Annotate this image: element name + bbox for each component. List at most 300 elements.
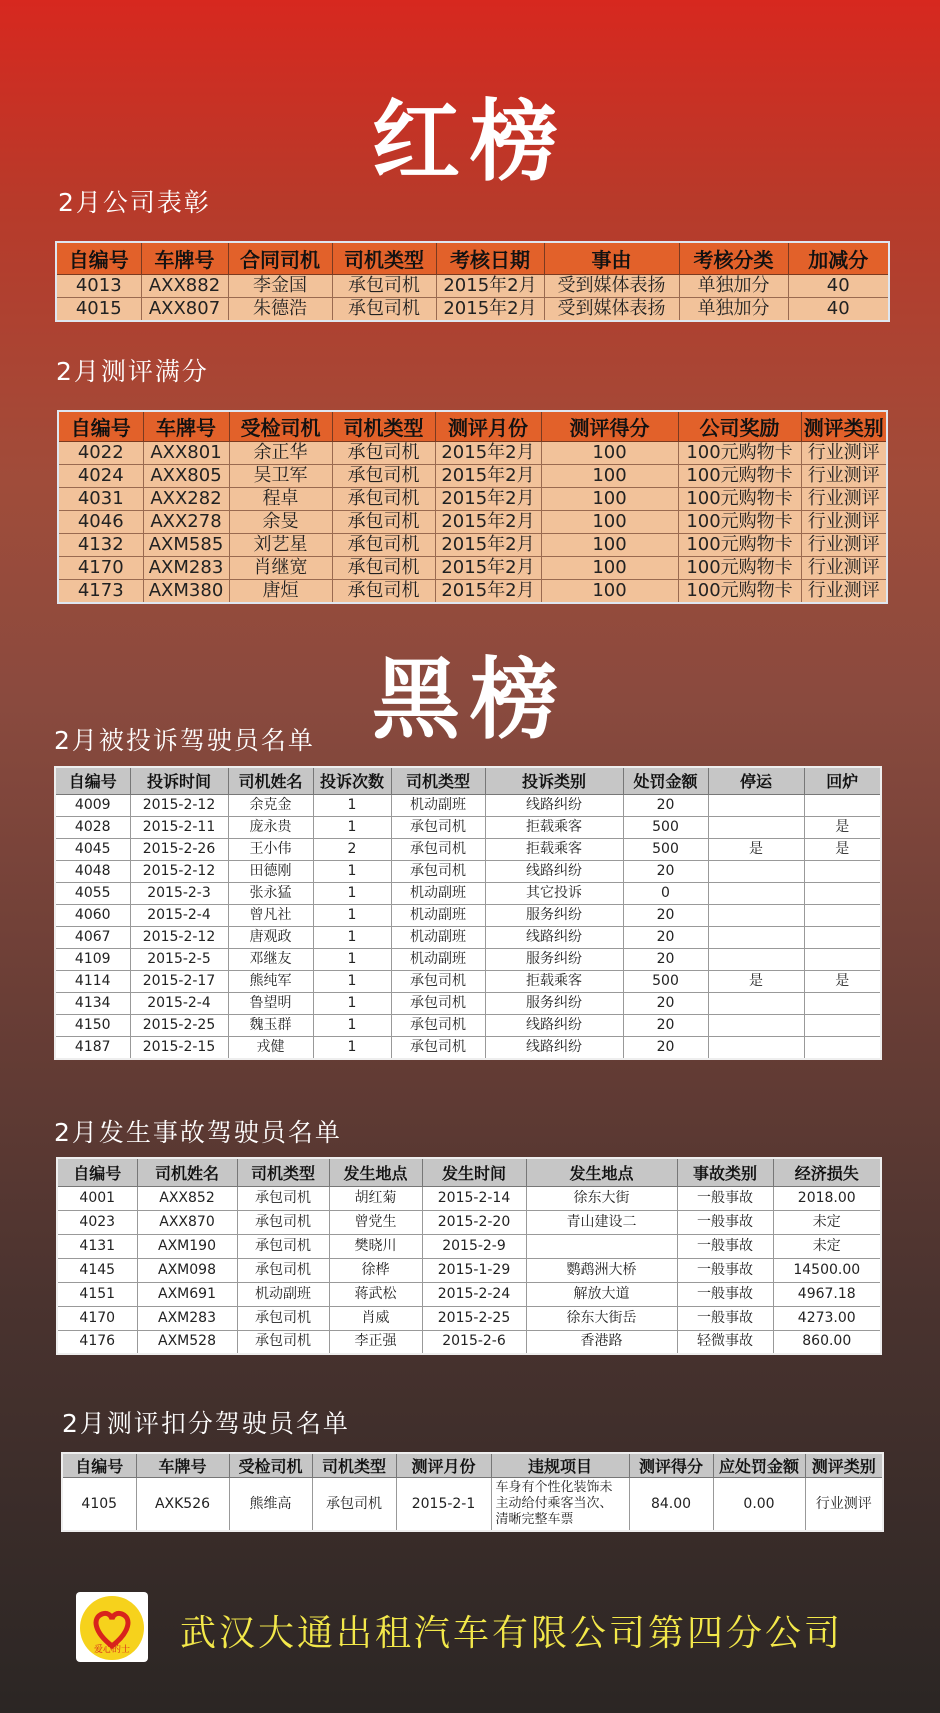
table-cell: 香港路 xyxy=(526,1330,677,1354)
table-cell: 4060 xyxy=(55,904,130,926)
table-row xyxy=(57,1306,881,1330)
column-header: 测评得分 xyxy=(629,1453,713,1478)
table-cell: 李金国 xyxy=(228,274,332,297)
column-header: 车牌号 xyxy=(143,411,229,442)
table-cell: 是 xyxy=(708,838,804,860)
table-cell: 100元购物卡 xyxy=(678,488,801,511)
table-cell: 40 xyxy=(788,297,889,321)
table-cell: 张永猛 xyxy=(228,882,313,904)
table-cell: 2015-2-5 xyxy=(130,948,228,970)
table-cell xyxy=(708,904,804,926)
column-header: 司机类型 xyxy=(332,411,435,442)
table-row xyxy=(57,1234,881,1258)
table-cell: 戎健 xyxy=(228,1036,313,1059)
table-cell: 1 xyxy=(313,794,391,816)
table-header-row xyxy=(56,242,889,274)
table-row xyxy=(58,580,887,604)
table-cell: 2015年2月 xyxy=(435,534,541,557)
table-cell: 机动副班 xyxy=(391,794,485,816)
table-cell: 500 xyxy=(623,970,708,992)
full-score-table xyxy=(57,410,888,604)
table-cell: 4114 xyxy=(55,970,130,992)
table-cell: 4022 xyxy=(58,442,143,465)
table-cell: 车身有个性化装饰未主动给付乘客当次、清晰完整车票 xyxy=(491,1478,629,1532)
table-cell: 庞永贵 xyxy=(228,816,313,838)
table-cell: 2015-2-20 xyxy=(422,1210,526,1234)
table-cell xyxy=(804,794,881,816)
table-cell: 承包司机 xyxy=(312,1478,396,1532)
table-cell: 程卓 xyxy=(229,488,332,511)
table-cell: AXM283 xyxy=(137,1306,237,1330)
table-cell: 2015-2-15 xyxy=(130,1036,228,1059)
table-cell: 余克金 xyxy=(228,794,313,816)
table-cell: 100 xyxy=(541,442,678,465)
column-header: 回炉 xyxy=(804,767,881,794)
table-cell xyxy=(708,816,804,838)
table-cell: 20 xyxy=(623,1014,708,1036)
table-cell: 朱德浩 xyxy=(228,297,332,321)
table-cell: 4170 xyxy=(58,557,143,580)
table-cell xyxy=(708,860,804,882)
table-cell: 100 xyxy=(541,557,678,580)
table-cell: 4134 xyxy=(55,992,130,1014)
table-cell: 20 xyxy=(623,904,708,926)
table-cell: 100 xyxy=(541,511,678,534)
table-cell: 4023 xyxy=(57,1210,137,1234)
table-cell: 2015-2-9 xyxy=(422,1234,526,1258)
table-cell: 4150 xyxy=(55,1014,130,1036)
table-cell: 4048 xyxy=(55,860,130,882)
table-cell: 鹦鹉洲大桥 xyxy=(526,1258,677,1282)
table-cell: 100元购物卡 xyxy=(678,511,801,534)
table-cell: 40 xyxy=(788,274,889,297)
table-cell: 4273.00 xyxy=(773,1306,881,1330)
table-cell: 20 xyxy=(623,926,708,948)
table-cell: 是 xyxy=(804,816,881,838)
column-header: 受检司机 xyxy=(229,1453,312,1478)
table-header-row xyxy=(57,1158,881,1186)
table-cell: 青山建设二 xyxy=(526,1210,677,1234)
table-cell: 一般事故 xyxy=(677,1186,773,1210)
table-cell xyxy=(804,1014,881,1036)
column-header: 考核分类 xyxy=(679,242,788,274)
column-header: 测评月份 xyxy=(435,411,541,442)
deductions-table xyxy=(61,1452,884,1532)
table-cell: 承包司机 xyxy=(237,1330,329,1354)
table-cell: 轻微事故 xyxy=(677,1330,773,1354)
table-cell: 徐东大街 xyxy=(526,1186,677,1210)
table-cell: 承包司机 xyxy=(237,1210,329,1234)
table-cell: 2015-2-25 xyxy=(422,1306,526,1330)
table-cell: 邓继友 xyxy=(228,948,313,970)
table-cell: 4024 xyxy=(58,465,143,488)
table-cell: 4187 xyxy=(55,1036,130,1059)
table-cell: 4055 xyxy=(55,882,130,904)
table-cell: 500 xyxy=(623,838,708,860)
table-row xyxy=(55,904,881,926)
table-cell: 1 xyxy=(313,904,391,926)
table-cell: 单独加分 xyxy=(679,297,788,321)
table-cell: 100元购物卡 xyxy=(678,442,801,465)
table-cell: AXM190 xyxy=(137,1234,237,1258)
table-cell: 行业测评 xyxy=(801,534,887,557)
accidents-table xyxy=(56,1157,882,1355)
table-header-row xyxy=(55,767,881,794)
table-cell: 4109 xyxy=(55,948,130,970)
table-cell: 4009 xyxy=(55,794,130,816)
table-cell xyxy=(708,1014,804,1036)
table-cell: 承包司机 xyxy=(391,816,485,838)
column-header: 车牌号 xyxy=(136,1453,229,1478)
table-cell: 熊纯军 xyxy=(228,970,313,992)
table-cell xyxy=(804,926,881,948)
table-cell: 线路纠纷 xyxy=(485,860,623,882)
table-cell: 单独加分 xyxy=(679,274,788,297)
table-cell: 是 xyxy=(804,838,881,860)
table-cell: 唐烜 xyxy=(229,580,332,604)
table-cell xyxy=(804,1036,881,1059)
table-cell: 一般事故 xyxy=(677,1282,773,1306)
table-row xyxy=(57,1330,881,1354)
column-header: 发生时间 xyxy=(422,1158,526,1186)
table-cell: 胡红菊 xyxy=(329,1186,422,1210)
table-row xyxy=(55,794,881,816)
table-cell: 100 xyxy=(541,580,678,604)
column-header: 自编号 xyxy=(57,1158,137,1186)
table-cell: 4067 xyxy=(55,926,130,948)
table-row xyxy=(58,557,887,580)
table-cell: 承包司机 xyxy=(332,580,435,604)
table-cell: 肖威 xyxy=(329,1306,422,1330)
table-cell: 蒋武松 xyxy=(329,1282,422,1306)
table-cell: 100元购物卡 xyxy=(678,557,801,580)
table-cell: AXM283 xyxy=(143,557,229,580)
table-cell: 承包司机 xyxy=(391,838,485,860)
column-header: 自编号 xyxy=(56,242,141,274)
table-cell xyxy=(708,926,804,948)
table-cell: 4001 xyxy=(57,1186,137,1210)
table-cell: 解放大道 xyxy=(526,1282,677,1306)
table-cell xyxy=(708,1036,804,1059)
table-cell: 承包司机 xyxy=(332,534,435,557)
table-cell: 2015年2月 xyxy=(435,465,541,488)
commend-table xyxy=(55,241,890,322)
table-cell: 其它投诉 xyxy=(485,882,623,904)
table-cell: 一般事故 xyxy=(677,1306,773,1330)
table-cell: 行业测评 xyxy=(801,442,887,465)
table-cell: AXX807 xyxy=(141,297,228,321)
table-cell: 曾凡社 xyxy=(228,904,313,926)
table-cell: 4173 xyxy=(58,580,143,604)
table-cell: 1 xyxy=(313,992,391,1014)
column-header: 事由 xyxy=(544,242,679,274)
table-cell: 承包司机 xyxy=(332,297,436,321)
table-row xyxy=(55,1036,881,1059)
column-header: 测评月份 xyxy=(396,1453,491,1478)
table-cell: 承包司机 xyxy=(237,1258,329,1282)
table-cell: 2015-2-25 xyxy=(130,1014,228,1036)
table-cell: 田德刚 xyxy=(228,860,313,882)
table-cell: 4151 xyxy=(57,1282,137,1306)
table-cell: 1 xyxy=(313,882,391,904)
column-header: 自编号 xyxy=(58,411,143,442)
table-cell: 机动副班 xyxy=(391,882,485,904)
table-cell: 100元购物卡 xyxy=(678,465,801,488)
table-cell: 李正强 xyxy=(329,1330,422,1354)
table-cell: 1 xyxy=(313,926,391,948)
table-cell: 2015-1-29 xyxy=(422,1258,526,1282)
table-cell: 线路纠纷 xyxy=(485,1036,623,1059)
table-cell: 承包司机 xyxy=(237,1234,329,1258)
table-cell: 承包司机 xyxy=(391,860,485,882)
table-cell: 王小伟 xyxy=(228,838,313,860)
column-header: 投诉次数 xyxy=(313,767,391,794)
table-row xyxy=(58,511,887,534)
table-cell: 鲁望明 xyxy=(228,992,313,1014)
table-row xyxy=(58,465,887,488)
table-cell: 服务纠纷 xyxy=(485,948,623,970)
table-cell: 一般事故 xyxy=(677,1234,773,1258)
table-cell: 4967.18 xyxy=(773,1282,881,1306)
column-header: 发生地点 xyxy=(329,1158,422,1186)
table-row xyxy=(55,882,881,904)
table-cell: AXX278 xyxy=(143,511,229,534)
table-cell: 承包司机 xyxy=(332,511,435,534)
table-cell: 1 xyxy=(313,816,391,838)
table-row xyxy=(58,442,887,465)
table-cell: 徐东大街岳 xyxy=(526,1306,677,1330)
column-header: 司机类型 xyxy=(332,242,436,274)
column-header: 投诉类别 xyxy=(485,767,623,794)
table-cell: 4046 xyxy=(58,511,143,534)
table-cell: 未定 xyxy=(773,1234,881,1258)
table-cell: 2015年2月 xyxy=(435,580,541,604)
table-cell: 2015-2-12 xyxy=(130,860,228,882)
table-cell: 4170 xyxy=(57,1306,137,1330)
table-cell: AXX882 xyxy=(141,274,228,297)
table-cell: 一般事故 xyxy=(677,1258,773,1282)
table-cell: AXX805 xyxy=(143,465,229,488)
table-cell: 余正华 xyxy=(229,442,332,465)
table-cell: 20 xyxy=(623,1036,708,1059)
table-cell: 承包司机 xyxy=(391,992,485,1014)
table-row xyxy=(57,1210,881,1234)
column-header: 测评类别 xyxy=(801,411,887,442)
table-cell: 承包司机 xyxy=(391,970,485,992)
table-cell: 2015年2月 xyxy=(435,557,541,580)
table-cell: 熊维高 xyxy=(229,1478,312,1532)
table-cell: 拒载乘客 xyxy=(485,970,623,992)
table-cell: 魏玉群 xyxy=(228,1014,313,1036)
table-cell: 500 xyxy=(623,816,708,838)
table-cell: 2015-2-11 xyxy=(130,816,228,838)
table-row xyxy=(57,1282,881,1306)
column-header: 车牌号 xyxy=(141,242,228,274)
complaints-table xyxy=(54,766,882,1060)
table-cell: 行业测评 xyxy=(805,1478,883,1532)
table-cell: 20 xyxy=(623,794,708,816)
table-cell: 是 xyxy=(804,970,881,992)
table-cell: AXX282 xyxy=(143,488,229,511)
column-header: 自编号 xyxy=(62,1453,136,1478)
table-cell: AXM380 xyxy=(143,580,229,604)
column-header: 测评得分 xyxy=(541,411,678,442)
table-cell: AXX801 xyxy=(143,442,229,465)
table-cell: 机动副班 xyxy=(237,1282,329,1306)
table-row xyxy=(57,1258,881,1282)
table-cell xyxy=(708,948,804,970)
table-cell: 拒载乘客 xyxy=(485,816,623,838)
table-cell: 线路纠纷 xyxy=(485,926,623,948)
table-row xyxy=(55,838,881,860)
full-score-title: 2月测评满分 xyxy=(56,357,209,386)
table-cell: 4145 xyxy=(57,1258,137,1282)
table-row xyxy=(58,534,887,557)
table-cell: 一般事故 xyxy=(677,1210,773,1234)
column-header: 应处罚金额 xyxy=(713,1453,805,1478)
table-row xyxy=(57,1186,881,1210)
table-cell: 承包司机 xyxy=(237,1186,329,1210)
table-cell: 拒载乘客 xyxy=(485,838,623,860)
table-cell: 2015年2月 xyxy=(436,297,544,321)
table-cell: 20 xyxy=(623,860,708,882)
table-cell: 100 xyxy=(541,465,678,488)
table-cell: 服务纠纷 xyxy=(485,904,623,926)
table-cell: 线路纠纷 xyxy=(485,794,623,816)
table-cell: 1 xyxy=(313,948,391,970)
column-header: 考核日期 xyxy=(436,242,544,274)
table-cell: 2015年2月 xyxy=(435,442,541,465)
table-row xyxy=(55,926,881,948)
table-cell xyxy=(708,992,804,1014)
column-header: 处罚金额 xyxy=(623,767,708,794)
column-header: 事故类别 xyxy=(677,1158,773,1186)
table-cell: 1 xyxy=(313,860,391,882)
column-header: 发生地点 xyxy=(526,1158,677,1186)
complaints-title: 2月被投诉驾驶员名单 xyxy=(54,726,315,755)
table-cell: 刘艺星 xyxy=(229,534,332,557)
table-cell: 未定 xyxy=(773,1210,881,1234)
red-board-title: 红榜 xyxy=(371,90,568,193)
table-cell: 受到媒体表扬 xyxy=(544,274,679,297)
table-cell: 2018.00 xyxy=(773,1186,881,1210)
table-cell: 4031 xyxy=(58,488,143,511)
table-cell: 2015年2月 xyxy=(435,488,541,511)
table-cell: AXM528 xyxy=(137,1330,237,1354)
table-cell: 100 xyxy=(541,534,678,557)
column-header: 投诉时间 xyxy=(130,767,228,794)
table-cell xyxy=(804,992,881,1014)
company-logo xyxy=(76,1592,148,1662)
table-header-row xyxy=(58,411,887,442)
table-cell: 行业测评 xyxy=(801,557,887,580)
table-cell: 承包司机 xyxy=(332,488,435,511)
table-cell: 樊晓川 xyxy=(329,1234,422,1258)
table-cell: 吴卫军 xyxy=(229,465,332,488)
table-cell: 线路纠纷 xyxy=(485,1014,623,1036)
table-cell: 100元购物卡 xyxy=(678,580,801,604)
black-board-title: 黑榜 xyxy=(371,648,568,751)
table-row xyxy=(56,274,889,297)
table-cell: 4176 xyxy=(57,1330,137,1354)
table-cell: 1 xyxy=(313,1014,391,1036)
table-cell: AXM691 xyxy=(137,1282,237,1306)
table-row xyxy=(55,948,881,970)
table-cell: 20 xyxy=(623,948,708,970)
table-cell: AXX852 xyxy=(137,1186,237,1210)
table-cell: 机动副班 xyxy=(391,926,485,948)
table-cell: 2015-2-4 xyxy=(130,904,228,926)
table-cell: 84.00 xyxy=(629,1478,713,1532)
table-cell: 机动副班 xyxy=(391,904,485,926)
table-row xyxy=(55,970,881,992)
table-cell xyxy=(708,882,804,904)
table-cell: 2015-2-17 xyxy=(130,970,228,992)
table-cell: 徐桦 xyxy=(329,1258,422,1282)
table-cell: 2015-2-12 xyxy=(130,794,228,816)
table-cell: 4015 xyxy=(56,297,141,321)
table-cell: 4013 xyxy=(56,274,141,297)
table-cell: 承包司机 xyxy=(332,557,435,580)
column-header: 加减分 xyxy=(788,242,889,274)
company-name: 武汉大通出租汽车有限公司第四分公司 xyxy=(180,1613,844,1654)
table-cell: 2015-2-12 xyxy=(130,926,228,948)
table-row xyxy=(58,488,887,511)
table-cell: 肖继宽 xyxy=(229,557,332,580)
accidents-title: 2月发生事故驾驶员名单 xyxy=(54,1118,342,1147)
table-row xyxy=(56,297,889,321)
table-cell: 承包司机 xyxy=(332,465,435,488)
column-header: 停运 xyxy=(708,767,804,794)
table-cell: AXM098 xyxy=(137,1258,237,1282)
table-cell: 1 xyxy=(313,1036,391,1059)
table-cell: 承包司机 xyxy=(332,274,436,297)
column-header: 合同司机 xyxy=(228,242,332,274)
table-cell: 2015-2-4 xyxy=(130,992,228,1014)
table-cell: 14500.00 xyxy=(773,1258,881,1282)
table-cell: 0 xyxy=(623,882,708,904)
commend-title: 2月公司表彰 xyxy=(58,188,211,217)
table-cell: 20 xyxy=(623,992,708,1014)
table-header-row xyxy=(62,1453,883,1478)
table-cell: 100元购物卡 xyxy=(678,534,801,557)
table-cell: 100 xyxy=(541,488,678,511)
table-cell: 承包司机 xyxy=(391,1014,485,1036)
table-cell: 2015-2-24 xyxy=(422,1282,526,1306)
heart-logo-icon xyxy=(76,1592,148,1662)
column-header: 司机姓名 xyxy=(137,1158,237,1186)
table-cell: 行业测评 xyxy=(801,465,887,488)
column-header: 司机类型 xyxy=(237,1158,329,1186)
column-header: 公司奖励 xyxy=(678,411,801,442)
table-cell: 4028 xyxy=(55,816,130,838)
table-cell: AXX870 xyxy=(137,1210,237,1234)
column-header: 受检司机 xyxy=(229,411,332,442)
table-cell: 0.00 xyxy=(713,1478,805,1532)
table-cell: 4131 xyxy=(57,1234,137,1258)
table-cell xyxy=(804,860,881,882)
column-header: 司机类型 xyxy=(312,1453,396,1478)
table-cell xyxy=(526,1234,677,1258)
table-cell: 行业测评 xyxy=(801,580,887,604)
table-cell: 2015-2-14 xyxy=(422,1186,526,1210)
table-cell: 曾党生 xyxy=(329,1210,422,1234)
table-cell: AXM585 xyxy=(143,534,229,557)
table-cell: 2 xyxy=(313,838,391,860)
table-row xyxy=(62,1478,883,1532)
table-cell: AXK526 xyxy=(136,1478,229,1532)
deductions-title: 2月测评扣分驾驶员名单 xyxy=(62,1409,350,1438)
